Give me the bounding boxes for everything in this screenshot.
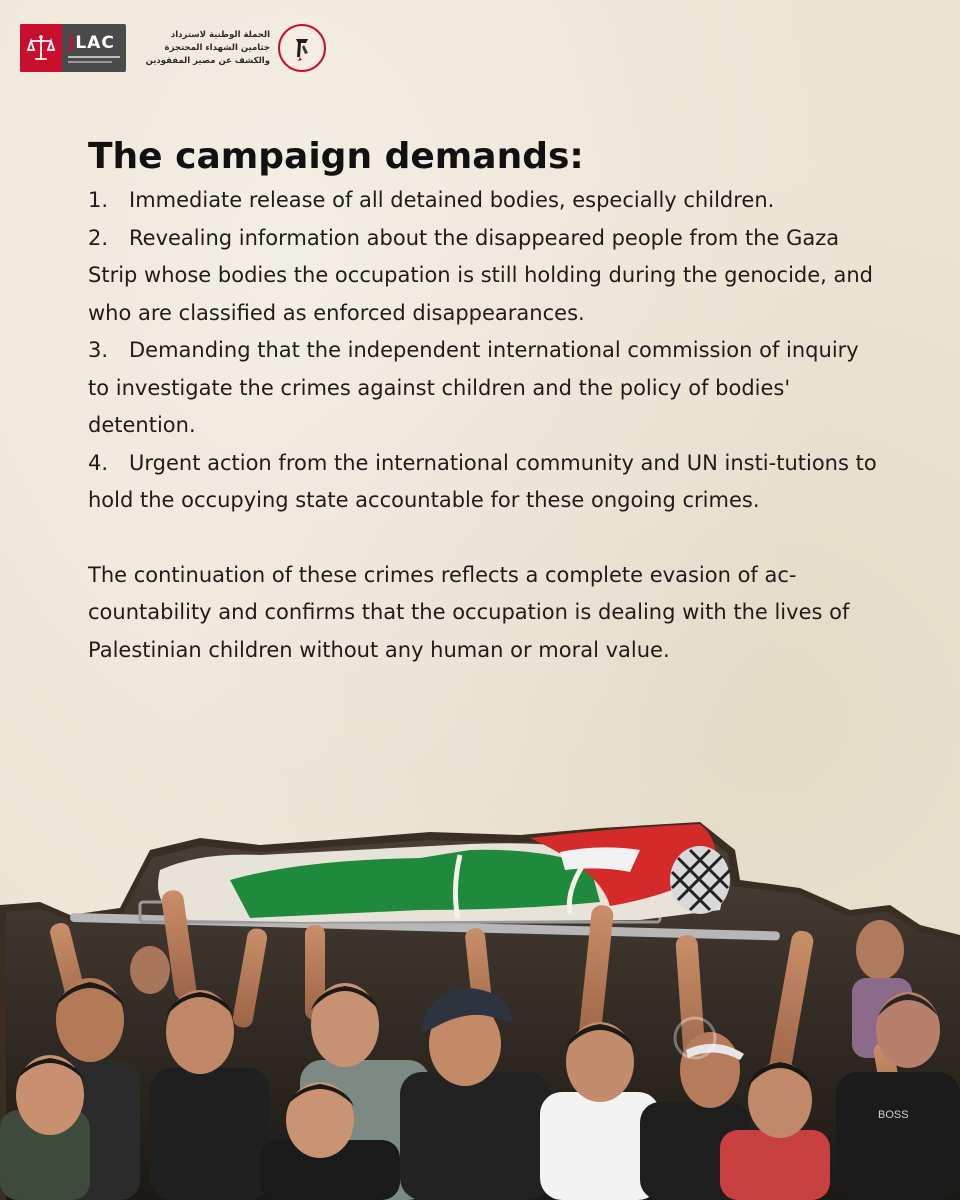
campaign-logo-text: الحملة الوطنية لاسترداد جثامين الشهداء المحتجزة والكشف عن مصير المفقودين [145,29,270,66]
campaign-emblem-icon [278,24,326,72]
demand-text: Demanding that the independent international commission of inquiry to investigate the crimes against children and the policy of bodies' detention. [88,338,859,437]
flag-white-stripe [560,847,640,872]
shirt-brand-text: BOSS [878,1109,909,1121]
background-person [130,946,170,994]
page-title: The campaign demands: [88,136,584,177]
logo-subline [68,61,112,63]
demand-number: 3. [88,338,109,362]
demand-text: Revealing information about the disappeared people from the Gaza Strip whose bodies the occupation is still holding during the genocide, and who are classified as enforced disappearances. [88,225,874,325]
demand-item [88,445,878,520]
scales-of-justice-icon [20,24,62,72]
closing-paragraph: The continuation of these crimes reflects a complete evasion of ac-countability and confirms that the occupation is dealing with the lives of Palestinian children without any human or moral value. [88,562,850,662]
background-person [856,920,904,980]
demand-number: 2. [88,225,109,250]
logo-subline [68,56,120,58]
demand-text: Urgent action from the international community and UN insti-tutions to hold the occupying state accountable for these ongoing crimes. [88,450,877,512]
demand-item [88,220,878,333]
demands-list [88,182,878,520]
demand-number: 4. [88,450,109,475]
jlac-logo [20,24,126,72]
demand-number: 1. [88,188,109,212]
demand-item [88,182,878,220]
demand-item [88,332,878,445]
funeral-procession-photo [0,810,960,1200]
demand-text: Immediate release of all detained bodies, especially children. [129,188,775,212]
jlac-logo-text: JLAC [68,32,115,53]
header-logos [20,22,326,74]
main-content [88,132,878,690]
